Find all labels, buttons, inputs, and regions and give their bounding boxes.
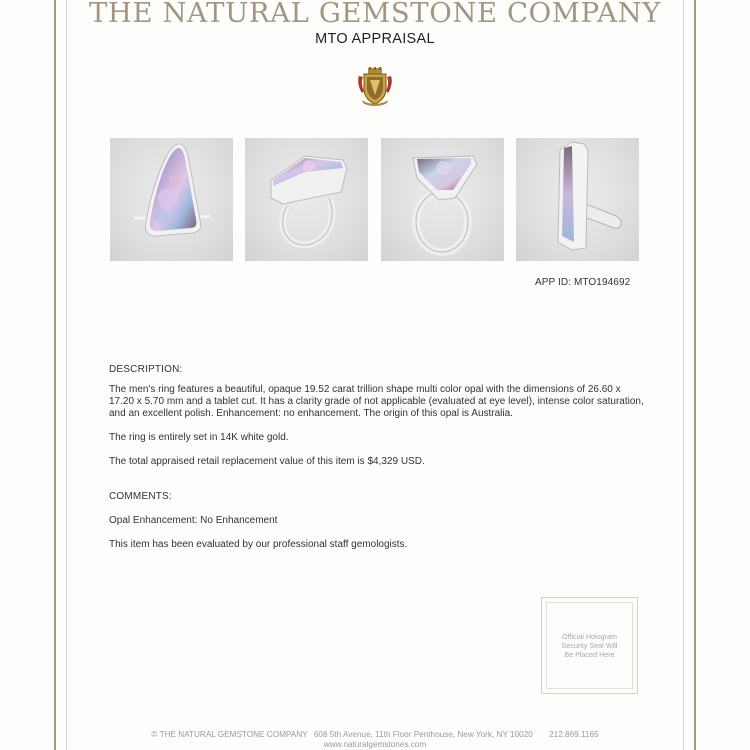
ring-image-angled[interactable] [245, 138, 368, 261]
footer-website[interactable]: www.naturalgemstones.com [323, 740, 427, 749]
appraisal-id: APP ID: MTO194692 [535, 277, 631, 288]
ring-image-side[interactable] [516, 138, 639, 261]
page-frame-left-inner [66, 0, 67, 750]
description-paragraph-3: The total appraised retail replacement value of this item is $4,329 USD. [109, 456, 425, 467]
description-heading: DESCRIPTION: [109, 364, 183, 375]
comments-heading: COMMENTS: [109, 491, 172, 502]
footer-phone: 212.869.1165 [549, 730, 599, 739]
comments-paragraph-2: This item has been evaluated by our professional staff gemologists. [109, 539, 408, 550]
seal-text-line-1: Official Hologram [561, 632, 617, 641]
ring-image-top[interactable] [110, 138, 233, 261]
hologram-seal-inner [546, 602, 633, 689]
seal-text-line-2: Security Seal Will [561, 641, 618, 650]
comments-paragraph-1: Opal Enhancement: No Enhancement [109, 515, 278, 526]
document-title: MTO APPRAISAL [315, 31, 435, 47]
crest-logo-icon [356, 67, 394, 107]
page-frame-right-inner [683, 0, 684, 750]
seal-text-line-3: Be Placed Here [564, 650, 615, 659]
description-paragraph-2: The ring is entirely set in 14K white gold. [109, 432, 289, 443]
footer-address-line [0, 730, 750, 739]
hologram-seal-placeholder [541, 597, 638, 694]
company-name: THE NATURAL GEMSTONE COMPANY [88, 0, 662, 29]
page-frame-left-outer [54, 0, 56, 750]
footer-address: 608 5th Avenue, 11th Floor Penthouse, New York, NY 10020 [313, 730, 533, 739]
description-section [109, 364, 644, 376]
description-paragraph-1: The men's ring features a beautiful, opaque 19.52 carat trillion shape multi color opal with the dimensions of 26.60 x 17.20 x 5.70 mm and a tablet cut. It has a clarity grade of not applicable (evaluated at eye level), intense color saturation, and an excellent polish. Enhancement: no enhancement. The origin of this opal is Australia. [109, 384, 644, 419]
ring-image-front[interactable] [381, 138, 504, 261]
page-frame-right-outer [694, 0, 696, 750]
footer-copyright: © THE NATURAL GEMSTONE COMPANY [151, 730, 308, 739]
